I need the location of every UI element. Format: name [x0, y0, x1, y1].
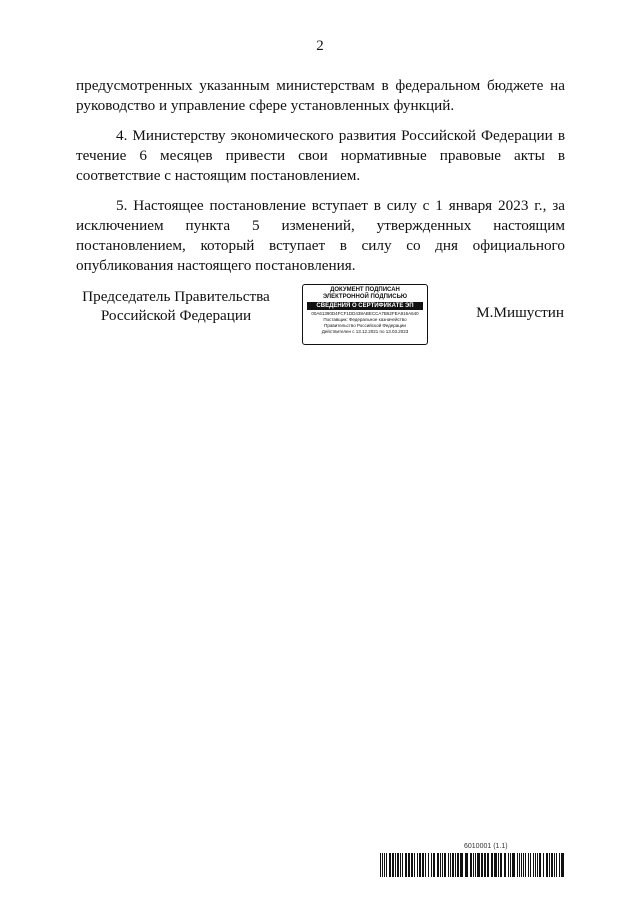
- document-body: [76, 76, 565, 286]
- barcode-bar: [452, 853, 454, 877]
- barcode-bar: [414, 853, 415, 877]
- barcode-bar: [510, 853, 511, 877]
- barcode-bar: [521, 853, 522, 877]
- stamp-title-line1: ДОКУМЕНТ ПОДПИСАН: [330, 287, 400, 293]
- barcode-bar: [473, 853, 474, 877]
- barcode-bar: [411, 853, 413, 877]
- barcode-bar: [405, 853, 407, 877]
- barcode-bar: [484, 853, 486, 877]
- barcode-bar: [512, 853, 515, 877]
- barcode-bar: [551, 853, 553, 877]
- barcode-bar: [559, 853, 560, 877]
- barcode-bar: [498, 853, 499, 877]
- barcode-bar: [386, 853, 387, 877]
- stamp-issuer-line2: Правительство Российской Федерации: [324, 323, 406, 328]
- barcode-bar: [425, 853, 426, 877]
- barcode-bar: [400, 853, 401, 877]
- barcode-bar: [561, 853, 564, 877]
- barcode-bar: [500, 853, 502, 877]
- barcode-bar: [402, 853, 403, 877]
- barcode-bar: [444, 853, 446, 877]
- barcode-bar: [504, 853, 506, 877]
- barcode-bar: [470, 853, 472, 877]
- barcode-bar: [508, 853, 509, 877]
- barcode-bar: [554, 853, 555, 877]
- barcode-bar: [537, 853, 538, 877]
- barcode-bar: [450, 853, 451, 877]
- signatory-position-line1: Председатель Правительства: [82, 288, 270, 305]
- barcode-bar: [422, 853, 424, 877]
- barcode: [380, 853, 564, 877]
- barcode-bar: [477, 853, 480, 877]
- barcode-bar: [535, 853, 536, 877]
- barcode-bar: [457, 853, 459, 877]
- barcode-bar: [528, 853, 529, 877]
- barcode-bar: [517, 853, 518, 877]
- barcode-bar: [487, 853, 489, 877]
- barcode-bar: [433, 853, 435, 877]
- stamp-title-line2: ЭЛЕКТРОННОЙ ПОДПИСЬЮ: [322, 294, 408, 300]
- paragraph-continuation: предусмотренных указанным министерствам в федеральном бюджете на руководство и управление сфере установленных функций.: [76, 77, 565, 114]
- barcode-bar: [384, 853, 385, 877]
- barcode-bar: [395, 853, 396, 877]
- barcode-bar: [460, 853, 463, 877]
- paragraph-item-4: 4. Министерству экономического развития Российской Федерации в течение 6 месяцев привести свои нормативные правовые акты в соответствие с настоящим постановлением.: [76, 127, 565, 184]
- paragraph-item-5: 5. Настоящее постановление вступает в силу с 1 января 2023 г., за исключением пункта 5 изменений, утвержденных настоящим постановлением, который вступает в силу со дня официального опубликования настоящего постановления.: [76, 197, 565, 274]
- barcode-bar: [455, 853, 456, 877]
- barcode-bar: [380, 853, 381, 877]
- electronic-signature-stamp: [302, 284, 428, 345]
- barcode-bar: [417, 853, 418, 877]
- barcode-bar: [523, 853, 524, 877]
- barcode-bar: [519, 853, 520, 877]
- barcode-bar: [382, 853, 383, 877]
- barcode-bar: [419, 853, 421, 877]
- barcode-bar: [491, 853, 493, 877]
- barcode-bar: [448, 853, 449, 877]
- barcode-bar: [437, 853, 439, 877]
- signatory-position: [76, 287, 276, 325]
- barcode-bar: [539, 853, 541, 877]
- signatory-name: М.Мишустин: [476, 304, 564, 321]
- page-number: 2: [316, 38, 324, 54]
- barcode-bar: [549, 853, 550, 877]
- barcode-bar: [530, 853, 531, 877]
- barcode-bar: [533, 853, 534, 877]
- barcode-bar: [494, 853, 497, 877]
- stamp-serial: 00A61390D4FCF1DD438ABECCA7B62FEA916A640: [311, 311, 419, 316]
- signatory-position-line2: Российской Федерации: [100, 307, 252, 324]
- barcode-bar: [428, 853, 429, 877]
- barcode-bar: [525, 853, 526, 877]
- barcode-bar: [546, 853, 548, 877]
- barcode-bar: [543, 853, 544, 877]
- barcode-bar: [481, 853, 483, 877]
- barcode-bar: [556, 853, 557, 877]
- stamp-validity: Действителен с 13.12.2021 по 13.03.2023: [321, 329, 409, 334]
- barcode-bar: [408, 853, 410, 877]
- barcode-bar: [392, 853, 394, 877]
- barcode-bar: [389, 853, 391, 877]
- stamp-issuer-line1: Поставщик: Федеральное казначейство: [323, 317, 407, 322]
- barcode-bar: [431, 853, 432, 877]
- barcode-bar: [397, 853, 399, 877]
- barcode-bar: [465, 853, 468, 877]
- stamp-certificate-header: СВЕДЕНИЯ О СЕРТИФИКАТЕ ЭП: [307, 302, 423, 310]
- barcode-label: 6010001 (1.1): [464, 843, 508, 850]
- barcode-bar: [475, 853, 476, 877]
- barcode-bar: [442, 853, 443, 877]
- barcode-bar: [440, 853, 441, 877]
